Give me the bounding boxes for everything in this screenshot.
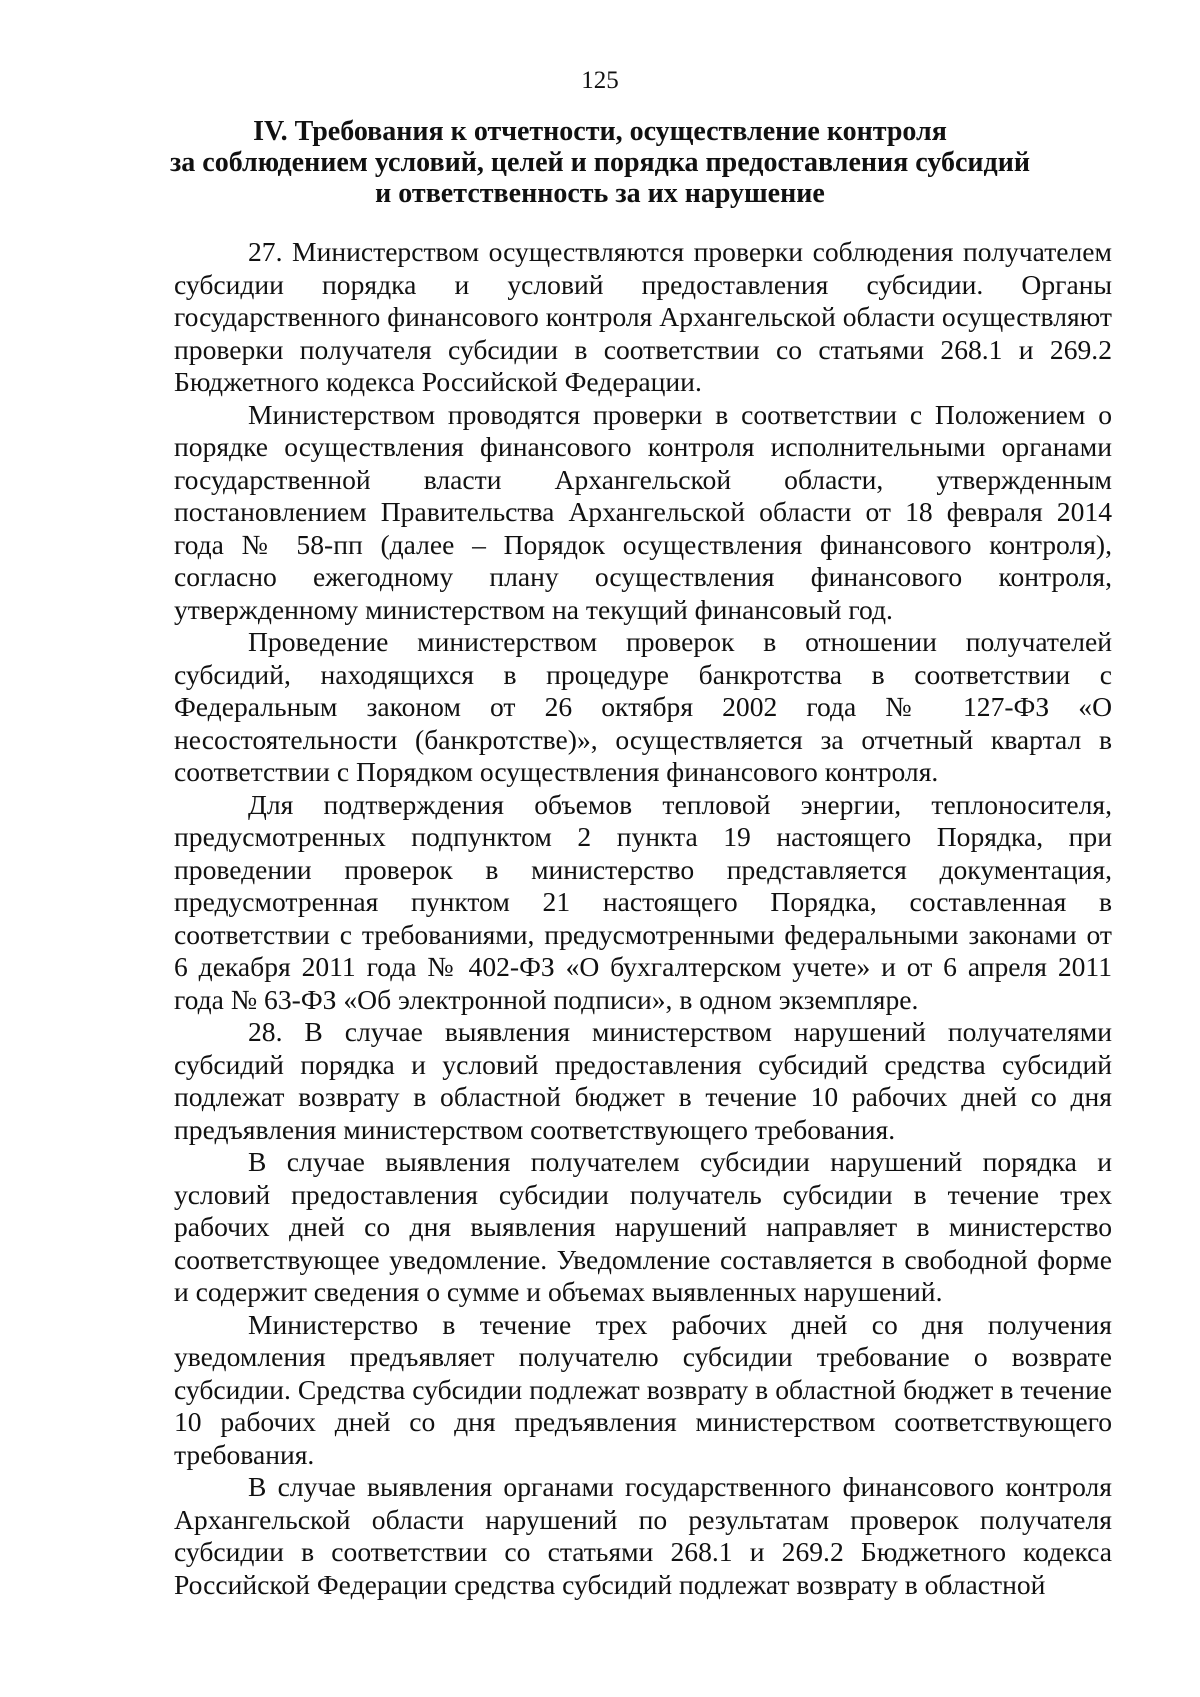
paragraph: В случае выявления получателем субсидии нарушений порядка и условий предоставления субсидии получатель субсидии в течение трех рабочих дней со дня выявления нарушений направляет в министерство соответствующее уведомление. Уведомление составляется в свободной форме и содержит сведения о сумме и объемах выявленных нарушений. [174, 1146, 1112, 1307]
section-title-line: IV. Требования к отчетности, осуществление контроля [253, 116, 947, 147]
paragraph: Министерством проводятся проверки в соответствии с Положением о порядке осуществления финансового контроля исполнительными органами государственной власти Архангельской области, утвержденным постановлением Правительства Архангельской области от 18 февраля 2014 года № 58-пп (далее – Порядок осуществления финансового контроля), согласно ежегодному плану осуществления финансового контроля, утвержденному министерством на текущий финансовый год. [174, 398, 1112, 625]
paragraph: Для подтверждения объемов тепловой энергии, теплоносителя, предусмотренных подпунктом 2 пункта 19 настоящего Порядка, при проведении проверок в министерство представляется документация, предусмотренная пунктом 21 настоящего Порядка, составленная в соответствии с требованиями, предусмотренными федеральными законами от 6 декабря 2011 года № 402-ФЗ «О бухгалтерском учете» и от 6 апреля 2011 года № 63-ФЗ «Об электронной подписи», в одном экземпляре. [174, 788, 1112, 1015]
document-body [174, 236, 1112, 1601]
paragraph-27: 27. Министерством осуществляются проверки соблюдения получателем субсидии порядка и условий предоставления субсидии. Органы государственного финансового контроля Архангельской области осуществляют проверки получателя субсидии в соответствии со статьями 268.1 и 269.2 Бюджетного кодекса Российской Федерации. [174, 236, 1112, 397]
paragraph: Министерство в течение трех рабочих дней со дня получения уведомления предъявляет получателю субсидии требование о возврате субсидии. Средства субсидии подлежат возврату в областной бюджет в течение 10 рабочих дней со дня предъявления министерством соответствующего требования. [174, 1308, 1112, 1470]
paragraph: Проведение министерством проверок в отношении получателей субсидий, находящихся в процедуре банкротства в соответствии с Федеральным законом от 26 октября 2002 года № 127-ФЗ «О несостоятельности (банкротстве)», осуществляется за отчетный квартал в соответствии с Порядком осуществления финансового контроля. [174, 626, 1112, 787]
page-number: 125 [581, 67, 619, 94]
section-title [150, 116, 1050, 209]
paragraph: В случае выявления органами государственного финансового контроля Архангельской области нарушений по результатам проверок получателя субсидии в соответствии со статьями 268.1 и 269.2 Бюджетного кодекса Российской Федерации средства субсидий подлежат возврату в областной [174, 1471, 1112, 1600]
section-title-line: за соблюдением условий, целей и порядка предоставления субсидий [170, 147, 1030, 178]
section-title-line: и ответственность за их нарушение [375, 178, 825, 209]
paragraph-28: 28. В случае выявления министерством нарушений получателями субсидий порядка и условий предоставления субсидий средства субсидий подлежат возврату в областной бюджет в течение 10 рабочих дней со дня предъявления министерством соответствующего требования. [174, 1016, 1112, 1145]
